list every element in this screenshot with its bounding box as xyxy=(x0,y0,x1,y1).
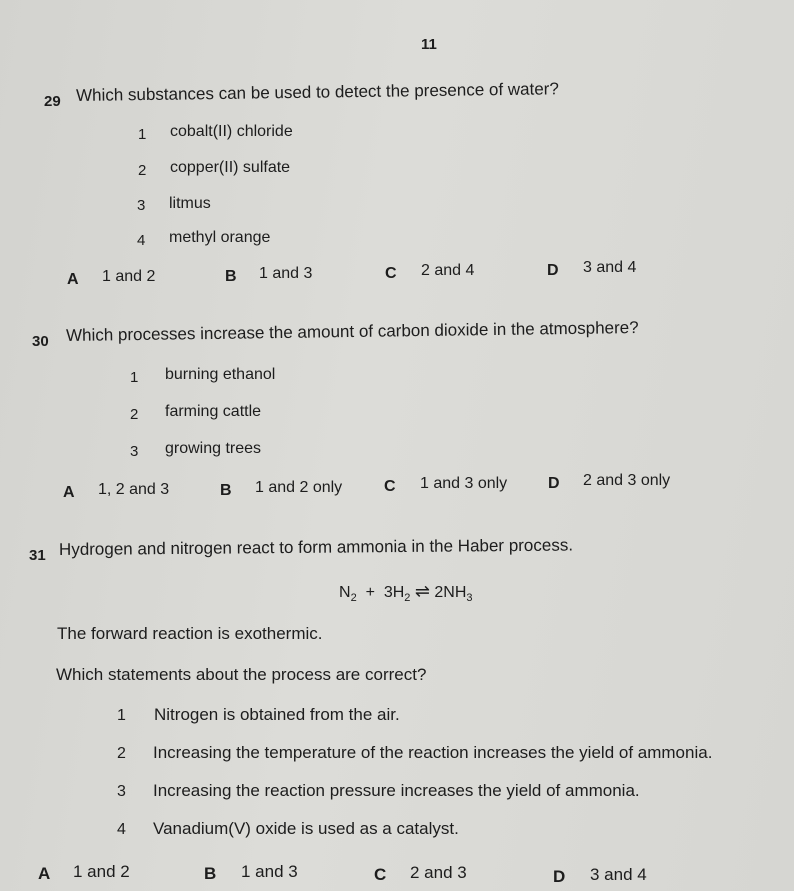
option-a-letter: A xyxy=(38,864,51,883)
page-number: 11 xyxy=(421,36,437,53)
option-c-text: 2 and 4 xyxy=(421,262,475,279)
option-c-text: 2 and 3 xyxy=(410,863,467,882)
question-number: 31 xyxy=(29,547,46,564)
item-text: burning ethanol xyxy=(165,366,276,383)
option-c-letter: C xyxy=(384,478,396,495)
item-number: 1 xyxy=(117,707,126,724)
option-b-letter: B xyxy=(220,482,232,499)
item-number: 3 xyxy=(130,443,139,460)
item-number: 4 xyxy=(117,821,126,838)
prompt-text: Which statements about the process are correct? xyxy=(56,665,427,684)
option-c-letter: C xyxy=(374,865,387,884)
option-c-letter: C xyxy=(385,265,397,282)
chemical-equation xyxy=(339,581,473,604)
plus-sign: + xyxy=(365,584,375,601)
item-text: Increasing the reaction pressure increases the yield of ammonia. xyxy=(153,781,640,800)
reactant-nitrogen: $N_2$ xyxy=(339,584,357,605)
option-d-letter: D xyxy=(547,262,559,279)
option-a-letter: A xyxy=(63,484,75,501)
item-number: 3 xyxy=(137,197,146,214)
item-text: growing trees xyxy=(165,440,262,457)
option-d-letter: D xyxy=(548,475,560,492)
option-b-letter: B xyxy=(204,864,217,883)
option-b-text: 1 and 2 only xyxy=(255,479,343,496)
product-ammonia: $2NH_3$ xyxy=(434,584,473,605)
option-d-text: 3 and 4 xyxy=(583,259,637,276)
item-text: methyl orange xyxy=(169,229,271,246)
item-number: 3 xyxy=(117,783,126,800)
option-a-text: 1, 2 and 3 xyxy=(98,481,170,498)
item-text: Nitrogen is obtained from the air. xyxy=(154,705,400,724)
option-d-text: 3 and 4 xyxy=(590,865,647,884)
item-text: cobalt(II) chloride xyxy=(170,123,293,140)
question-number: 30 xyxy=(32,333,49,350)
item-number: 4 xyxy=(137,232,146,249)
question-text: Hydrogen and nitrogen react to form ammonia in the Haber process. xyxy=(58,535,574,559)
item-text: Increasing the temperature of the reaction increases the yield of ammonia. xyxy=(153,743,713,762)
option-d-letter: D xyxy=(553,867,566,886)
item-number: 2 xyxy=(138,162,147,179)
question-text: Which processes increase the amount of carbon dioxide in the atmosphere? xyxy=(65,318,639,345)
option-d-text: 2 and 3 only xyxy=(583,472,671,489)
option-a-letter: A xyxy=(67,271,79,288)
equilibrium-arrow: ⇌ xyxy=(414,581,430,601)
option-a-text: 1 and 2 xyxy=(73,862,130,881)
option-c-text: 1 and 3 only xyxy=(420,475,508,492)
item-number: 1 xyxy=(138,126,147,143)
item-text: farming cattle xyxy=(165,403,262,420)
reactant-hydrogen: $3H_2$ xyxy=(383,584,411,605)
item-text: litmus xyxy=(169,195,211,212)
statement-text: The forward reaction is exothermic. xyxy=(57,624,323,643)
item-number: 2 xyxy=(117,745,126,762)
option-a-text: 1 and 2 xyxy=(102,268,156,285)
option-b-text: 1 and 3 xyxy=(241,862,298,881)
option-b-letter: B xyxy=(225,268,237,285)
item-text: copper(II) sulfate xyxy=(170,159,291,176)
question-text: Which substances can be used to detect the presence of water? xyxy=(75,79,559,105)
item-number: 2 xyxy=(130,406,139,423)
item-text: Vanadium(V) oxide is used as a catalyst. xyxy=(153,819,459,838)
item-number: 1 xyxy=(130,369,139,386)
option-b-text: 1 and 3 xyxy=(259,265,313,282)
question-number: 29 xyxy=(44,93,61,110)
